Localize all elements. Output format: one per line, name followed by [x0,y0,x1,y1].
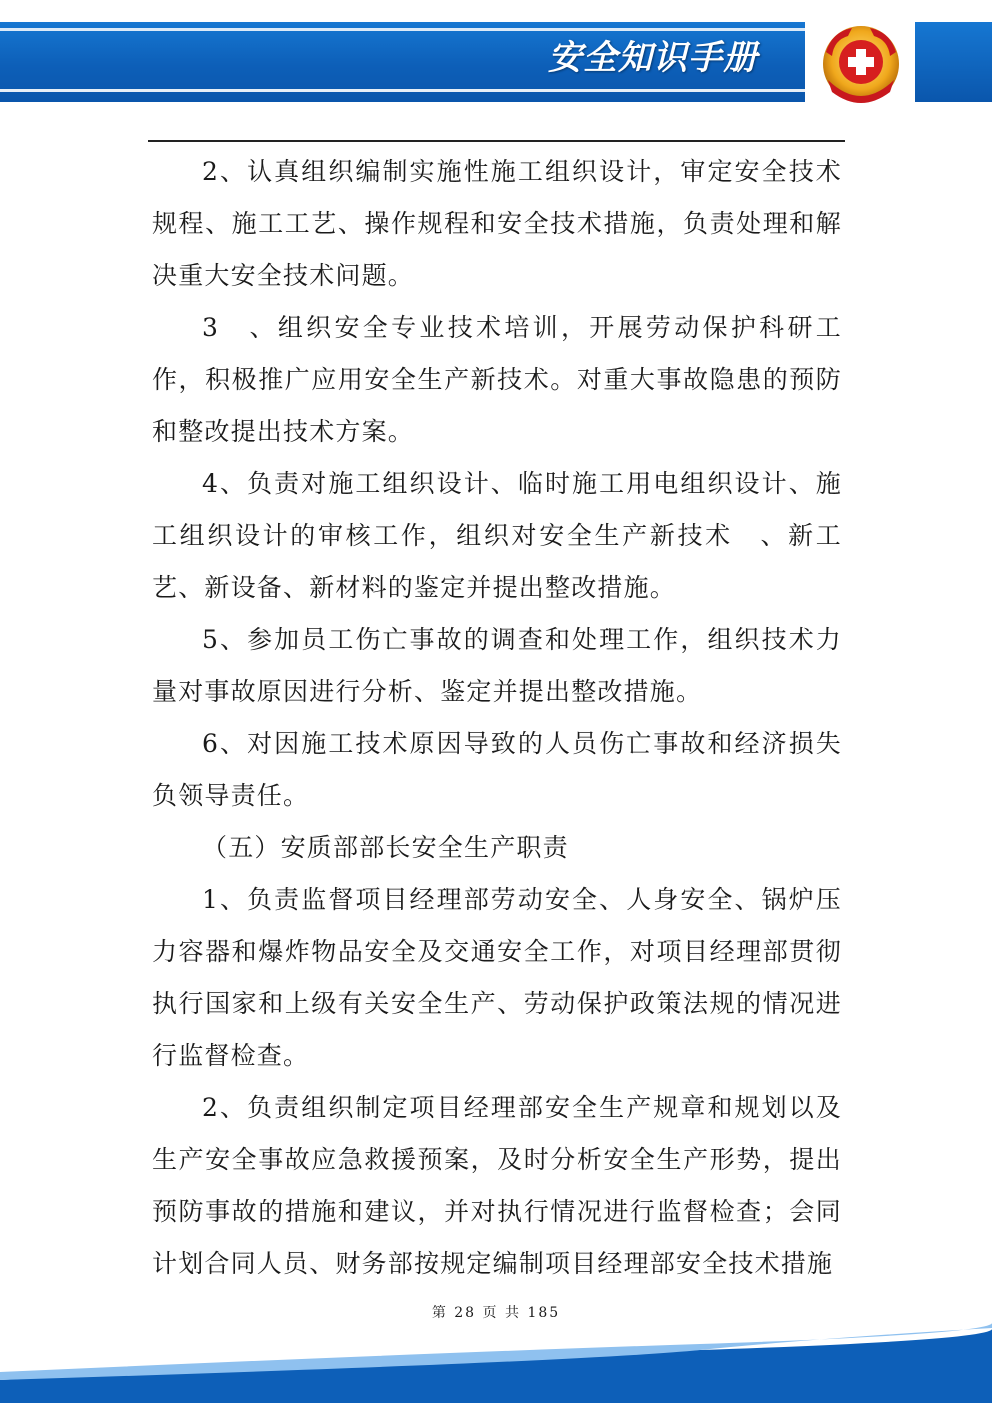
footer-wave [0,1320,992,1403]
paragraph: 2、负责组织制定项目经理部安全生产规章和规划以及生产安全事故应急救援预案，及时分析安全生产形势，提出预防事故的措施和建议，并对执行情况进行监督检查；会同计划合同人员、财务部按规定编制项目经理部安全技术措施 [152,1093,842,1278]
header-rule [148,140,845,142]
document-body [152,146,842,1290]
safety-cross-emblem-icon [812,22,910,106]
paragraph: 2、认真组织编制实施性施工组织设计，审定安全技术规程、施工工艺、操作规程和安全技术措施，负责处理和解决重大安全技术问题。 [152,157,842,290]
paragraph: 3 、组织安全专业技术培训，开展劳动保护科研工作，积极推广应用安全生产新技术。对重大事故隐患的预防和整改提出技术方案。 [152,313,842,446]
header-right-block [915,22,992,102]
paragraph: 4、负责对施工组织设计、临时施工用电组织设计、施工组织设计的审核工作，组织对安全生产新技术 、新工艺、新设备、新材料的鉴定并提出整改措施。 [152,469,842,602]
header-title: 安全知识手册 [548,38,758,78]
page-number: 第 28 页 共 185 [431,1305,561,1321]
paragraph: 1、负责监督项目经理部劳动安全、人身安全、锅炉压力容器和爆炸物品安全及交通安全工作，对项目经理部贯彻执行国家和上级有关安全生产、劳动保护政策法规的情况进行监督检查。 [152,885,842,1070]
paragraph: 6、对因施工技术原因导致的人员伤亡事故和经济损失负领导责任。 [152,729,842,810]
paragraph: 5、参加员工伤亡事故的调查和处理工作，组织技术力量对事故原因进行分析、鉴定并提出整改措施。 [152,625,842,706]
section-heading: （五）安质部部长安全生产职责 [202,833,569,862]
